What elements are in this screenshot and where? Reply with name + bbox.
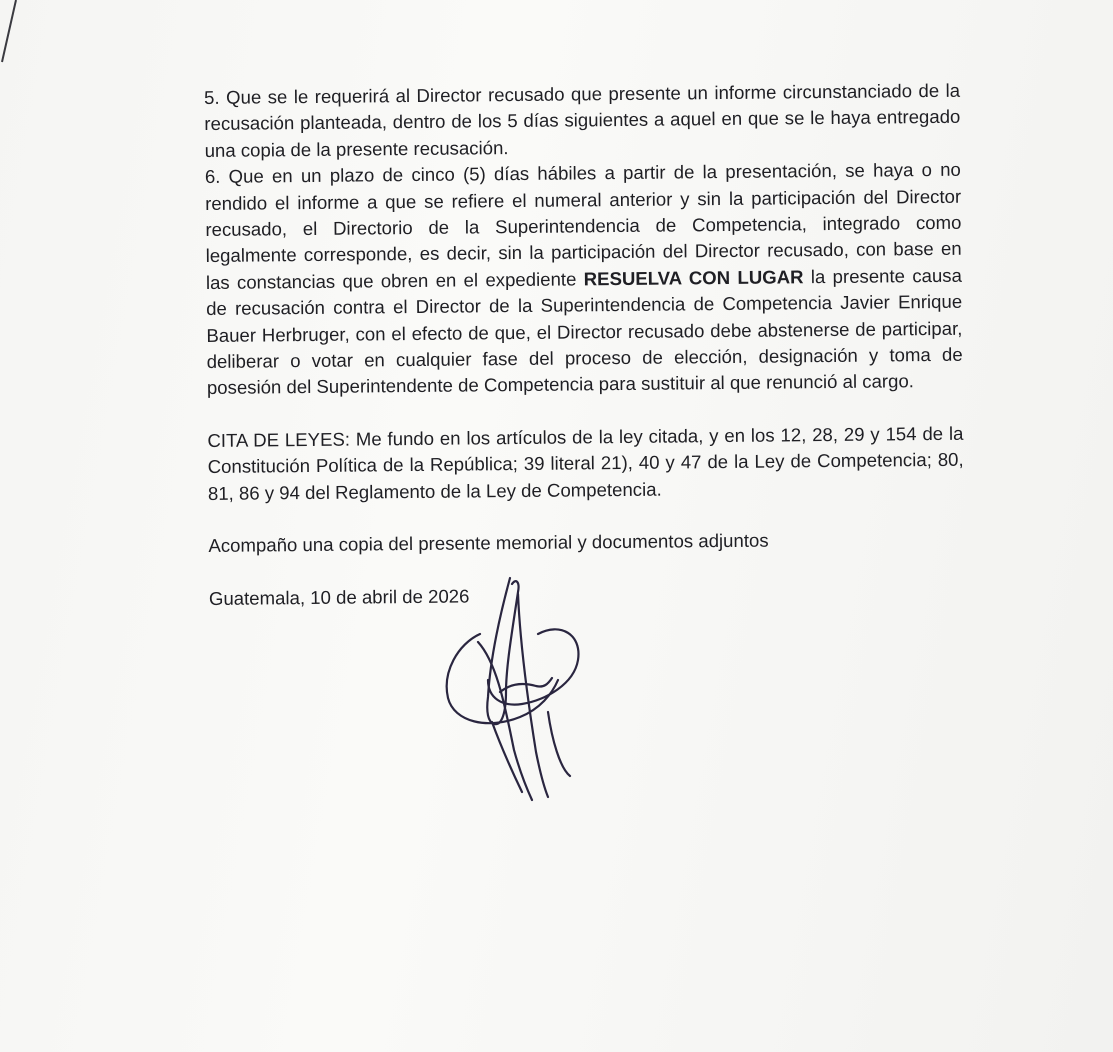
item-6-text-after: la presente causa de recusación contra el Director de la Superintendencia de Competencia Javier Enrique Bauer Herbruger, con el efecto de que, el Director recusado debe abstenerse de participar, deliberar o votar en cualquier fase del proceso de elección, designación y toma de posesión del Superintendente de Competencia para sustituir al que renunció al cargo. [206,264,963,399]
item-6-text-before: 6. Que en un plazo de cinco (5) días hábiles a partir de la presentación, se haya o no rendido el informe a que se refiere el numeral anterior y sin la participación del Director recusado, el Directorio de la Superintendencia de Competencia, integrado como legalmente corresponde, es decir, sin la participación del Director recusado, con base en las constancias que obren en el expediente [204,158,962,293]
page-edge-mark [0,0,30,80]
item-5-paragraph: 5. Que se le requerirá al Director recusado que presente un informe circunstanciado de la recusación planteada, dentro de los 5 días siguientes a aquel en que se le haya entregado una copia de la presente recusación. [204,79,961,161]
place-date-line: Guatemala, 10 de abril de 2026 [208,584,470,609]
document-body [204,78,965,612]
item-6-bold-resolution: RESUELVA CON LUGAR [583,266,804,290]
cita-de-leyes-paragraph: CITA DE LEYES: Me fundo en los artículos de la ley citada, y en los 12, 28, 29 y 154 de la Constitución Política de la República; 39 literal 21), 40 y 47 de la Ley de Competencia; 80, 81, 86 y 94 del Reglamento de la Ley de Competencia. [207,422,964,504]
signature-icon [440,572,590,807]
acompano-line: Acompaño una copia del presente memorial y documentos adjuntos [208,529,769,557]
item-6-paragraph [205,157,963,402]
